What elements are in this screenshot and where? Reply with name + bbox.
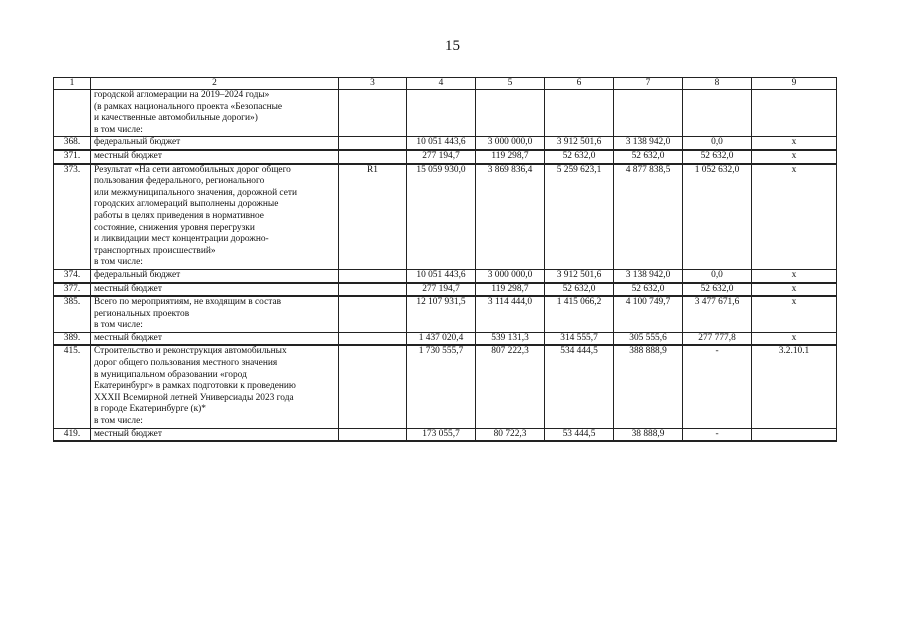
value-2021: 539 131,3 <box>476 332 545 345</box>
column-number: 3 <box>339 78 407 90</box>
row-description: местный бюджет <box>91 283 339 297</box>
column-number: 4 <box>407 78 476 90</box>
value-2023: 3 138 942,0 <box>614 137 683 150</box>
value-2024: 52 632,0 <box>683 150 752 164</box>
table-body <box>54 78 837 442</box>
value-2024: 3 477 671,6 <box>683 296 752 332</box>
table-row <box>54 345 837 428</box>
table-row <box>54 137 837 150</box>
code-cell: R1 <box>339 164 407 270</box>
target-ref: x <box>752 269 837 282</box>
total-value: 173 055,7 <box>407 428 476 441</box>
value-2024 <box>683 90 752 137</box>
total-value: 10 051 443,6 <box>407 137 476 150</box>
page-number: 15 <box>445 38 460 54</box>
target-ref: x <box>752 137 837 150</box>
budget-table <box>53 77 837 442</box>
value-2022: 53 444,5 <box>545 428 614 441</box>
table-row <box>54 269 837 282</box>
row-number: 415. <box>54 345 91 428</box>
code-cell <box>339 283 407 297</box>
table-row <box>54 283 837 297</box>
row-description: федеральный бюджет <box>91 269 339 282</box>
column-number: 9 <box>752 78 837 90</box>
value-2022: 52 632,0 <box>545 150 614 164</box>
column-number-row <box>54 78 837 90</box>
target-ref: x <box>752 332 837 345</box>
value-2023: 388 888,9 <box>614 345 683 428</box>
target-ref: x <box>752 296 837 332</box>
value-2024: 52 632,0 <box>683 283 752 297</box>
value-2023: 52 632,0 <box>614 150 683 164</box>
column-number: 5 <box>476 78 545 90</box>
row-description: местный бюджет <box>91 428 339 441</box>
target-ref: x <box>752 283 837 297</box>
row-description: Результат «На сети автомобильных дорог общего пользования федерального, регионального или межмуниципального значения, дорожной сети городских агломераций выполнены дорожные работы в целях приведения в нормативное состояние, снижения уровня перегрузки и ликвидации мест концентрации дорожно- транспортных происшествий» в том числе: <box>91 164 339 270</box>
total-value: 15 059 930,0 <box>407 164 476 270</box>
value-2021 <box>476 90 545 137</box>
value-2024: 277 777,8 <box>683 332 752 345</box>
row-number: 371. <box>54 150 91 164</box>
table-row <box>54 332 837 345</box>
row-description: Всего по мероприятиям, не входящим в состав региональных проектов в том числе: <box>91 296 339 332</box>
column-number: 8 <box>683 78 752 90</box>
code-cell <box>339 332 407 345</box>
value-2021: 807 222,3 <box>476 345 545 428</box>
table-row <box>54 164 837 270</box>
value-2021: 80 722,3 <box>476 428 545 441</box>
row-number: 377. <box>54 283 91 297</box>
value-2024: - <box>683 345 752 428</box>
code-cell <box>339 90 407 137</box>
code-cell <box>339 296 407 332</box>
value-2023 <box>614 90 683 137</box>
row-number: 374. <box>54 269 91 282</box>
row-description: местный бюджет <box>91 332 339 345</box>
total-value: 12 107 931,5 <box>407 296 476 332</box>
column-number: 2 <box>91 78 339 90</box>
value-2021: 3 000 000,0 <box>476 137 545 150</box>
value-2024: - <box>683 428 752 441</box>
value-2023: 4 877 838,5 <box>614 164 683 270</box>
value-2021: 119 298,7 <box>476 283 545 297</box>
code-cell <box>339 150 407 164</box>
row-number: 385. <box>54 296 91 332</box>
target-ref <box>752 428 837 441</box>
value-2022: 52 632,0 <box>545 283 614 297</box>
table-row <box>54 428 837 441</box>
value-2022: 5 259 623,1 <box>545 164 614 270</box>
value-2021: 3 000 000,0 <box>476 269 545 282</box>
value-2022: 3 912 501,6 <box>545 269 614 282</box>
column-number: 7 <box>614 78 683 90</box>
row-number <box>54 90 91 137</box>
table-row <box>54 296 837 332</box>
code-cell <box>339 269 407 282</box>
value-2023: 38 888,9 <box>614 428 683 441</box>
total-value: 10 051 443,6 <box>407 269 476 282</box>
value-2022: 1 415 066,2 <box>545 296 614 332</box>
total-value: 277 194,7 <box>407 283 476 297</box>
code-cell <box>339 428 407 441</box>
total-value: 1 437 020,4 <box>407 332 476 345</box>
value-2023: 52 632,0 <box>614 283 683 297</box>
value-2023: 3 138 942,0 <box>614 269 683 282</box>
target-ref: 3.2.10.1 <box>752 345 837 428</box>
row-number: 389. <box>54 332 91 345</box>
value-2023: 4 100 749,7 <box>614 296 683 332</box>
value-2021: 119 298,7 <box>476 150 545 164</box>
target-ref: x <box>752 164 837 270</box>
row-number: 419. <box>54 428 91 441</box>
code-cell <box>339 137 407 150</box>
value-2022 <box>545 90 614 137</box>
value-2024: 0,0 <box>683 269 752 282</box>
value-2022: 314 555,7 <box>545 332 614 345</box>
table-row <box>54 90 837 137</box>
target-ref <box>752 90 837 137</box>
total-value: 1 730 555,7 <box>407 345 476 428</box>
total-value <box>407 90 476 137</box>
column-number: 6 <box>545 78 614 90</box>
value-2022: 534 444,5 <box>545 345 614 428</box>
total-value: 277 194,7 <box>407 150 476 164</box>
row-number: 368. <box>54 137 91 150</box>
value-2021: 3 869 836,4 <box>476 164 545 270</box>
target-ref: x <box>752 150 837 164</box>
value-2022: 3 912 501,6 <box>545 137 614 150</box>
value-2021: 3 114 444,0 <box>476 296 545 332</box>
row-description: местный бюджет <box>91 150 339 164</box>
value-2023: 305 555,6 <box>614 332 683 345</box>
code-cell <box>339 345 407 428</box>
value-2024: 1 052 632,0 <box>683 164 752 270</box>
row-description: Строительство и реконструкция автомобильных дорог общего пользования местного значения в муниципальном образовании «город Екатеринбург» в рамках подготовки к проведению XXXII Всемирной летней Универсиады 2023 года в городе Екатеринбурге (к)* в том числе: <box>91 345 339 428</box>
row-description: городской агломерации на 2019–2024 годы» (в рамках национального проекта «Безопасные и качественные автомобильные дороги») в том числе: <box>91 90 339 137</box>
value-2024: 0,0 <box>683 137 752 150</box>
column-number: 1 <box>54 78 91 90</box>
table-row <box>54 150 837 164</box>
row-description: федеральный бюджет <box>91 137 339 150</box>
row-number: 373. <box>54 164 91 270</box>
